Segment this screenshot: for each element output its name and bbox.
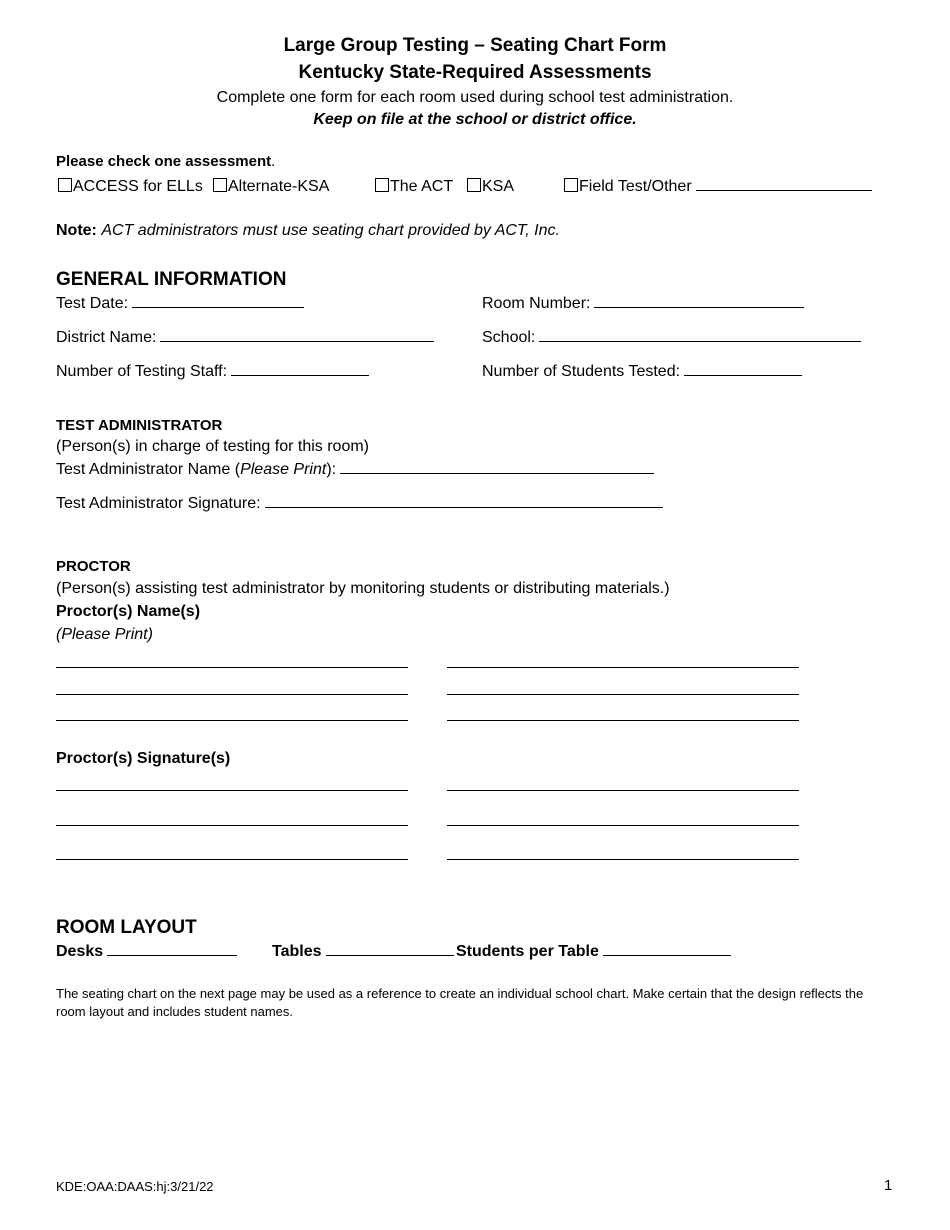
students-per-table-field[interactable]: Students per Table — [456, 943, 731, 961]
room-number-line[interactable] — [594, 306, 804, 308]
students-tested-field[interactable]: Number of Students Tested: — [482, 363, 802, 381]
test-administrator-name-line[interactable] — [340, 472, 654, 474]
desks-field[interactable]: Desks — [56, 943, 237, 961]
form-instruction: Complete one form for each room used during school test administration. — [216, 89, 734, 106]
room-number-field[interactable]: Room Number: — [482, 295, 804, 313]
students-tested-line[interactable] — [684, 374, 802, 376]
checkbox-icon[interactable] — [213, 178, 227, 192]
checkbox-icon[interactable] — [375, 178, 389, 192]
checkbox-icon[interactable] — [564, 178, 578, 192]
checkbox-icon[interactable] — [58, 178, 72, 192]
testing-staff-field[interactable]: Number of Testing Staff: — [56, 363, 369, 381]
students-per-table-line[interactable] — [603, 954, 731, 956]
assessment-option-the-act[interactable]: The ACT — [375, 178, 453, 196]
assessment-prompt: Please check one assessment. — [56, 153, 276, 170]
proctor-name-line[interactable] — [447, 667, 799, 668]
assessment-option-access[interactable]: ACCESS for ELLs — [58, 178, 203, 196]
test-administrator-signature-line[interactable] — [265, 506, 663, 508]
form-subtitle: Kentucky State-Required Assessments — [298, 62, 652, 83]
keep-on-file-note: Keep on file at the school or district office. — [313, 111, 637, 128]
test-administrator-name-field[interactable]: Test Administrator Name (Please Print): — [56, 461, 654, 479]
school-line[interactable] — [539, 340, 861, 342]
proctor-name-line[interactable] — [447, 720, 799, 721]
act-note: Note: ACT administrators must use seating chart provided by ACT, Inc. — [56, 222, 560, 239]
proctor-names-label: Proctor(s) Name(s) — [56, 603, 201, 620]
room-layout-heading: ROOM LAYOUT — [56, 917, 197, 938]
test-administrator-heading: TEST ADMINISTRATOR — [56, 417, 223, 434]
proctor-heading: PROCTOR — [56, 558, 131, 575]
checkbox-icon[interactable] — [467, 178, 481, 192]
tables-field[interactable]: Tables — [272, 943, 454, 961]
field-test-other-line[interactable] — [696, 189, 872, 191]
test-date-line[interactable] — [132, 306, 304, 308]
assessment-option-ksa[interactable]: KSA — [467, 178, 514, 196]
proctor-signature-line[interactable] — [56, 859, 408, 860]
test-administrator-signature-field[interactable]: Test Administrator Signature: — [56, 495, 663, 513]
form-title: Large Group Testing – Seating Chart Form — [283, 35, 667, 56]
test-administrator-description: (Person(s) in charge of testing for this room) — [56, 438, 370, 455]
please-print-label: (Please Print) — [56, 626, 153, 643]
proctor-signature-line[interactable] — [56, 825, 408, 826]
school-field[interactable]: School: — [482, 329, 861, 347]
general-information-heading: GENERAL INFORMATION — [56, 269, 287, 290]
district-name-field[interactable]: District Name: — [56, 329, 434, 347]
proctor-signature-line[interactable] — [447, 790, 799, 791]
proctor-signatures-label: Proctor(s) Signature(s) — [56, 750, 231, 767]
test-date-field[interactable]: Test Date: — [56, 295, 304, 313]
assessment-option-field-test[interactable]: Field Test/Other — [564, 178, 872, 196]
testing-staff-line[interactable] — [231, 374, 369, 376]
proctor-name-line[interactable] — [56, 720, 408, 721]
tables-line[interactable] — [326, 954, 454, 956]
proctor-name-line[interactable] — [56, 694, 408, 695]
district-name-line[interactable] — [160, 340, 434, 342]
desks-line[interactable] — [107, 954, 237, 956]
proctor-signature-line[interactable] — [56, 790, 408, 791]
proctor-signature-line[interactable] — [447, 825, 799, 826]
proctor-description: (Person(s) assisting test administrator by monitoring students or distributing materials.) — [56, 580, 670, 597]
proctor-signature-line[interactable] — [447, 859, 799, 860]
assessment-option-alternate-ksa[interactable]: Alternate-KSA — [213, 178, 329, 196]
seating-chart-note: The seating chart on the next page may be used as a reference to create an individual school chart. Make certain that the design reflects the room layout and includes student names. — [56, 986, 864, 1019]
page-number: 1 — [884, 1177, 893, 1194]
document-code: KDE:OAA:DAAS:hj:3/21/22 — [56, 1179, 214, 1194]
proctor-name-line[interactable] — [447, 694, 799, 695]
proctor-name-line[interactable] — [56, 667, 408, 668]
